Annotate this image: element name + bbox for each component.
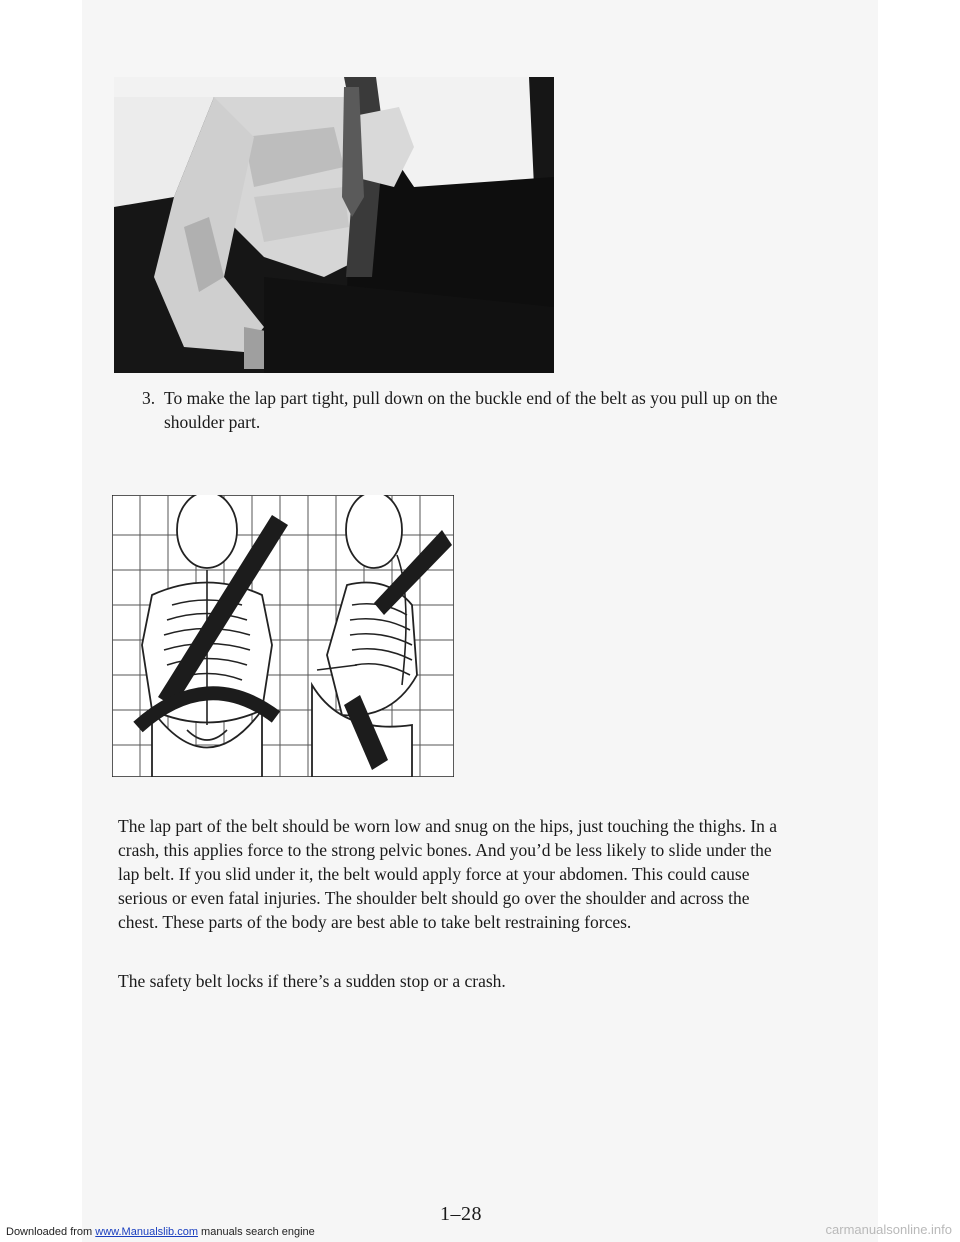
step-text: To make the lap part tight, pull down on the buckle end of the belt as you pull up on the shoulder part. [164, 388, 778, 432]
download-suffix: manuals search engine [201, 1226, 315, 1238]
belt-locks-paragraph: The safety belt locks if there’s a sudden stop or a crash. [118, 971, 506, 991]
lap-belt-paragraph: The lap part of the belt should be worn low and snug on the hips, just touching the thighs. In a crash, this applies force to the strong pelvic bones. And you’d be less likely to slide under the lap belt. If you slid under it, the belt would apply force at your abdomen. This could cause serious or even fatal injuries. The shoulder belt should go over the shoulder and across the chest. These parts of the body are best able to take belt restraining forces. [118, 816, 778, 932]
step-number: 3. [142, 388, 156, 408]
download-note [6, 1226, 315, 1238]
seatbelt-photo [114, 77, 554, 373]
step-3 [142, 386, 782, 434]
watermark: carmanualsonline.info [825, 1222, 952, 1237]
page-number: 1–28 [440, 1203, 482, 1225]
manualslib-link[interactable]: www.Manualslib.com [95, 1226, 198, 1238]
belt-position-diagram [112, 495, 454, 777]
download-prefix: Downloaded from [6, 1226, 93, 1238]
